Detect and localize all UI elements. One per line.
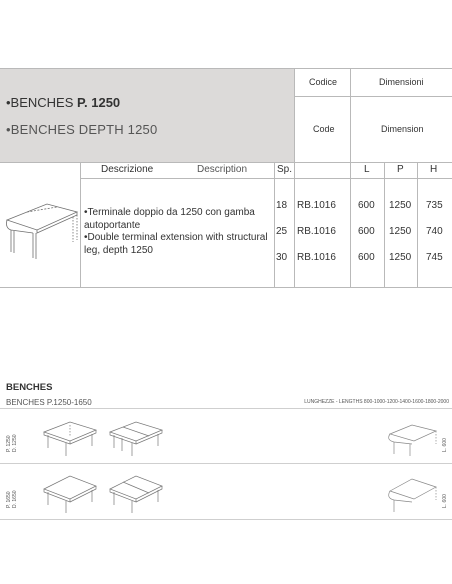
row-code: RB.1016 xyxy=(297,200,336,211)
row1-depth-label: P. 1250 xyxy=(6,435,12,452)
sp-header: Sp. xyxy=(277,164,293,175)
row-code: RB.1016 xyxy=(297,252,336,263)
section-divider-top xyxy=(0,408,452,409)
title-italian: •BENCHES P. 1250 xyxy=(6,95,121,110)
p-header: P xyxy=(397,164,404,175)
col-divider-image xyxy=(80,162,81,287)
row-length: 600 xyxy=(358,226,375,237)
code-label: Code xyxy=(313,124,335,134)
row1-length-label: L. 600 xyxy=(442,438,448,452)
col-divider-sp xyxy=(274,162,275,287)
row-depth: 1250 xyxy=(389,252,412,263)
bench-single-deep-drawing xyxy=(40,469,100,515)
row-length: 600 xyxy=(358,252,375,263)
bench-double-deep-drawing xyxy=(106,469,166,515)
col-divider-code xyxy=(294,68,295,287)
lengths-caption: LUNGHEZZE - LENGTHS 800-1000-1200-1400-1600-1800-2000 xyxy=(304,399,449,405)
row2-length-label: L. 600 xyxy=(442,494,448,508)
description-italian: •Terminale doppio da 1250 con gamba autoportante xyxy=(84,207,255,231)
row-thickness: 30 xyxy=(276,252,288,263)
row-thickness: 18 xyxy=(276,200,288,211)
columns-bottom-border xyxy=(80,178,452,179)
section-divider-bottom xyxy=(0,519,452,520)
row-height: 745 xyxy=(426,252,443,263)
l-header: L xyxy=(364,164,370,175)
row-code: RB.1016 xyxy=(297,226,336,237)
row2-depth-label: P. 1650 xyxy=(6,491,12,508)
row-height: 735 xyxy=(426,200,443,211)
h-header: H xyxy=(430,164,438,175)
bench-double-drawing xyxy=(106,414,166,458)
section-title: BENCHES xyxy=(6,382,53,393)
descrizione-header: Descrizione xyxy=(101,164,154,175)
codice-label: Codice xyxy=(309,77,338,87)
section-divider-middle xyxy=(0,463,452,464)
dimensioni-label: Dimensioni xyxy=(379,77,424,87)
terminal-drawing-row1 xyxy=(384,414,440,458)
table-top-border xyxy=(0,68,452,69)
row-depth: 1250 xyxy=(389,200,412,211)
dimension-label: Dimension xyxy=(381,124,424,134)
row-length: 600 xyxy=(358,200,375,211)
header-divider xyxy=(294,96,452,97)
row-thickness: 25 xyxy=(276,226,288,237)
header-background xyxy=(0,68,294,162)
row-height: 740 xyxy=(426,226,443,237)
terminal-drawing-row2 xyxy=(384,469,440,515)
row2-depth-label-en: D. 1650 xyxy=(12,490,18,508)
section-subtitle: BENCHES P.1250-1650 xyxy=(6,398,92,407)
title-english: •BENCHES DEPTH 1250 xyxy=(6,122,158,137)
terminal-table-drawing xyxy=(3,192,79,264)
col-divider-l xyxy=(350,162,351,287)
header-col-divider xyxy=(350,68,351,162)
row1-depth-label-en: D. 1250 xyxy=(12,434,18,452)
row-depth: 1250 xyxy=(389,226,412,237)
description-english: •Double terminal extension with structural leg, depth 1250 xyxy=(84,232,268,256)
description-header: Description xyxy=(197,164,248,175)
table-bottom-border xyxy=(0,287,452,288)
bench-single-drawing xyxy=(40,414,100,458)
col-divider-h xyxy=(417,162,418,287)
col-divider-p xyxy=(384,162,385,287)
product-description xyxy=(84,207,274,257)
